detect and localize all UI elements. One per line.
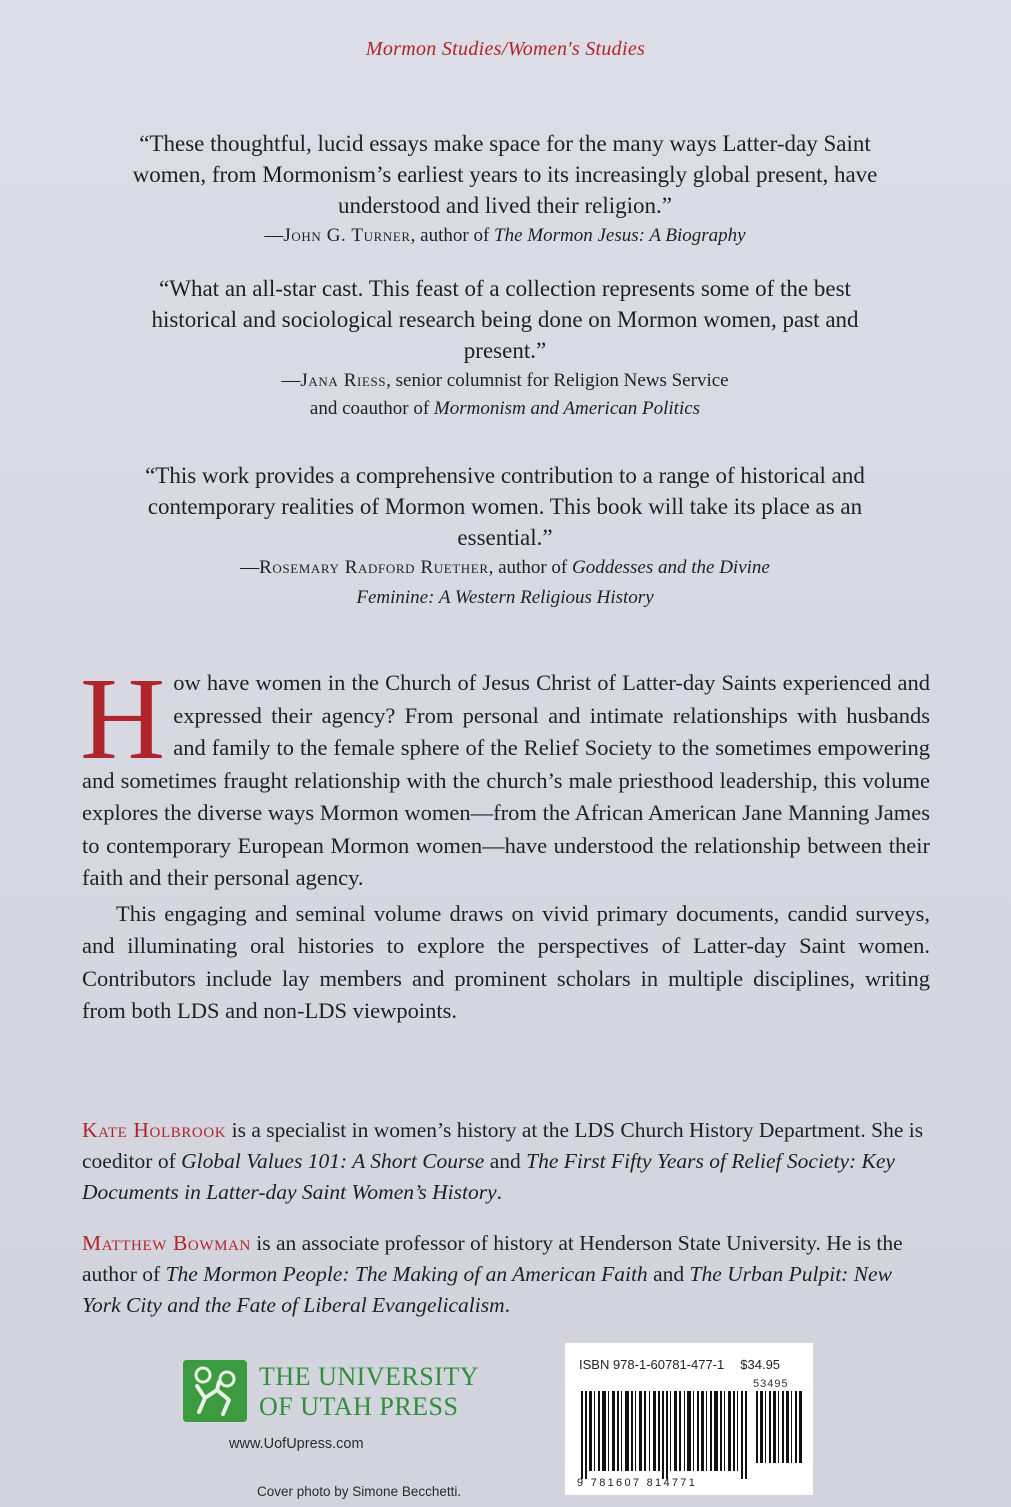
quote-work: Mormonism and American Politics	[433, 398, 701, 419]
quote-work: Goddesses and the Divine Feminine: A Western Religious History	[356, 557, 770, 608]
publisher-block	[183, 1360, 523, 1500]
price-code: 53495	[753, 1378, 789, 1390]
quote-author: John G. Turner	[283, 225, 411, 246]
price-label: $34.95	[740, 1357, 781, 1372]
editor-name: Matthew Bowman	[82, 1231, 251, 1255]
barcode-digits: 9 781607 814771	[577, 1477, 698, 1489]
description-paragraph: This engaging and seminal volume draws on vivid primary documents, candid surveys, and illuminating oral histories to explore the perspectives of Latter-day Saint women. Contributors include lay members and prominent scholars in multiple disciplines, writing from both LDS and non-LDS viewpoints.	[82, 900, 930, 1023]
quote-work: The Mormon Jesus: A Biography	[494, 225, 746, 246]
quote-text: “This work provides a comprehensive contribution to a range of historical and contemporary realities of Mormon women. This book will take its place as an essential.”	[145, 463, 865, 550]
editor-name: Kate Holbrook	[82, 1118, 227, 1142]
quote-text: “What an all-star cast. This feast of a collection represents some of the best historical and sociological research being done on Mormon women, past and present.”	[151, 276, 859, 363]
category-label: Mormon Studies/Women's Studies	[365, 38, 646, 60]
quote-attribution: —John G. Turner, author of The Mormon Jesus: A Biography	[264, 225, 746, 246]
barcode-bars	[579, 1391, 749, 1479]
blurb-quote	[120, 128, 890, 251]
blurb-quote	[120, 460, 890, 613]
editor-bio: Matthew Bowman is an associate professor of history at Henderson State University. He is the author of The Mormon People: The Making of an American Faith and The Urban Pulpit: New York City and the Fate of Liberal Evangelicalism.	[82, 1231, 903, 1317]
quote-author: Jana Riess	[300, 370, 387, 391]
quote-author: Rosemary Radford Ruether	[259, 557, 489, 578]
blurb-quote	[120, 273, 890, 424]
publisher-logo-icon	[183, 1360, 247, 1422]
isbn-barcode	[565, 1343, 813, 1495]
quote-attribution-line2: and coauthor of Mormonism and American Politics	[309, 398, 701, 419]
book-description	[80, 653, 930, 1028]
description-paragraph: How have women in the Church of Jesus Christ of Latter-day Saints experienced and expressed their agency? From personal and intimate relationships with husbands and family to the female sphere of the Relief Society to the sometimes empowering and sometimes fraught relationship with the church’s male priesthood leadership, this volume explores the diverse ways Mormon women—from the African American Jane Manning James to contemporary European Mormon women—have understood the relationship between their faith and their personal agency.	[80, 653, 930, 890]
barcode-addon-bars	[755, 1391, 805, 1463]
publisher-name: OF UTAH PRESS	[259, 1392, 459, 1421]
photo-credit: Cover photo by Simone Becchetti.	[257, 1484, 462, 1499]
drop-cap: H	[80, 653, 166, 784]
isbn-label: ISBN 978-1-60781-477-1 $34.95	[579, 1357, 781, 1372]
quote-attribution: —Jana Riess, senior columnist for Religion News Service	[281, 370, 729, 391]
quote-text: “These thoughtful, lucid essays make space for the many ways Latter-day Saint women, from Mormonism’s earliest years to its increasingly global present, have understood and lived their religion.”	[132, 131, 878, 218]
publisher-url: www.UofUpress.com	[229, 1436, 364, 1452]
editor-bio: Kate Holbrook is a specialist in women’s history at the LDS Church History Department. She is coeditor of Global Values 101: A Short Course and The First Fifty Years of Relief Society: Key Documents in Latter-day Saint Women’s History.	[82, 1118, 924, 1204]
quote-attribution: —Rosemary Radford Ruether, author of Goddesses and the Divine Feminine: A Western Religious History	[240, 557, 770, 608]
publisher-name: THE UNIVERSITY	[259, 1362, 480, 1391]
